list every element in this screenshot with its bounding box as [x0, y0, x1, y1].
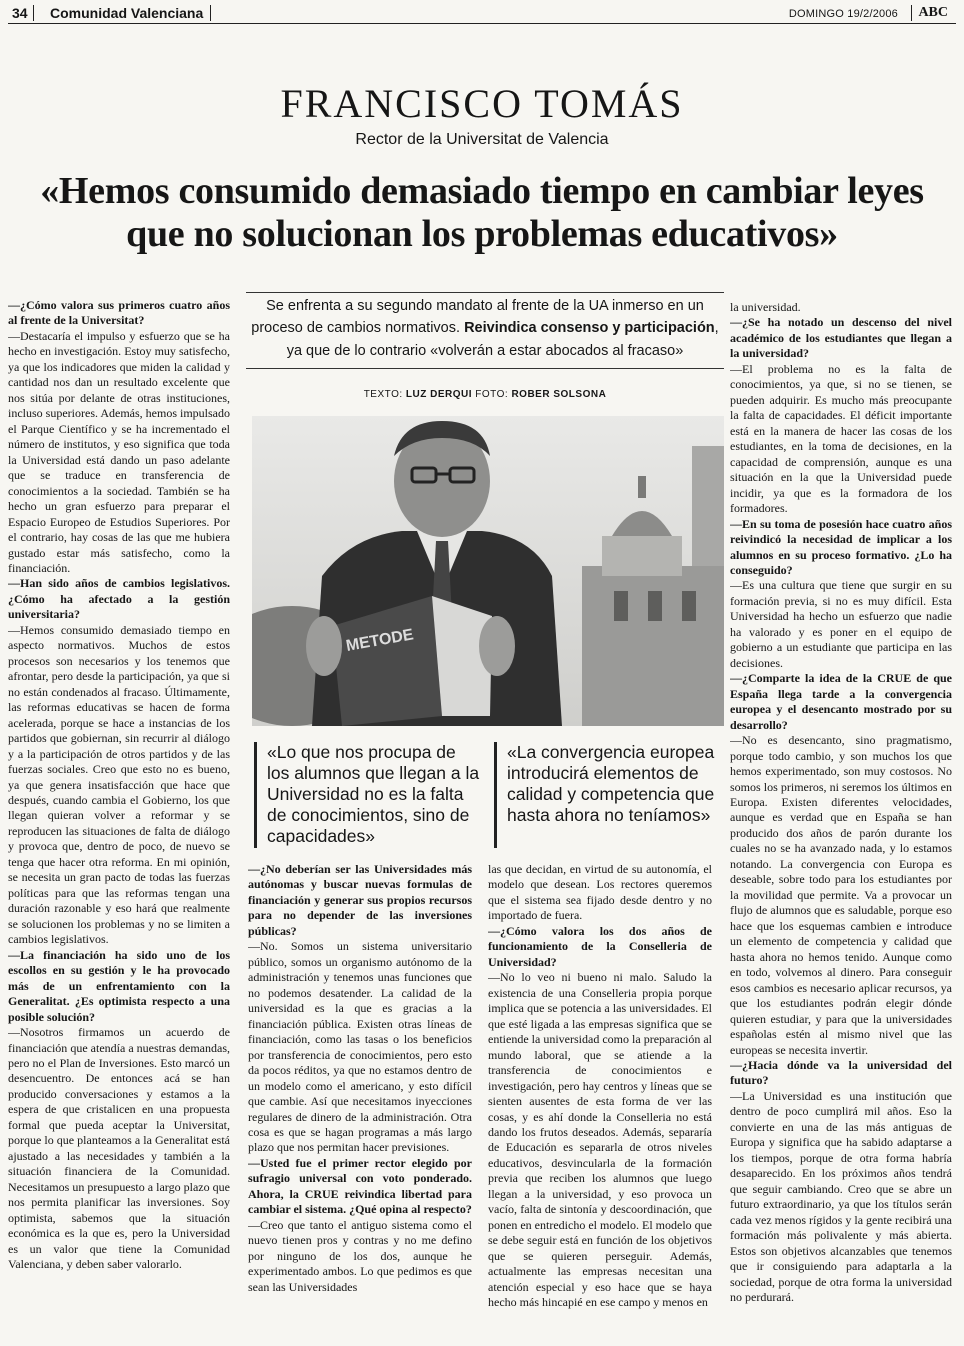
interview-answer: —Hemos consumido demasiado tiempo en aspecto normativos. Muchos de estos procesos son necesarios y los tenemos que afrontar, pero desde la participación, ya que si no están condenados al fracaso. Últimamente, las reformas educativas se hacen de forma acelerada, porque se hace a instancias de los partidos que gobiernan, sin recurrir al diálogo y a la participación de otros partidos y de las fuerzas sociales. Creo que esto no es bueno, ya que genera insatisfacción que hace que después, cuando cambia el Gobierno, los que llegan quieran volver a reformar y se reproducen las situaciones de falta de diálogo y provoca que, dentro de poco, de nuevo se tenga que hacer otra reforma. En mi opinión, se necesita un gran pacto de todas las fuerzas políticas para que las reformas tengan una duración razonable y eso hará que realmente se solucionen los problemas y no se limiten a cambios legislativos.	[8, 622, 230, 947]
interview-question: —¿No deberían ser las Universidades más autónomas y buscar nuevas formulas de financiación y generar sus propios recursos para no depender de las inversiones públicas?	[248, 862, 472, 938]
pull-quote-1: «Lo que nos procupa de los alumnos que llegan a la Universidad no es la falta de conocimientos, sino de capacidades»	[254, 742, 480, 848]
interview-question: —¿Se ha notado un descenso del nivel académico de los estudiantes que llegan a la universidad?	[730, 315, 952, 361]
text-column-2	[248, 862, 472, 1340]
interview-answer: —No. Somos un sistema universitario público, somos un organismo autónomo de la administración y tenemos unas funciones que no podemos desatender. La calidad de la universidad es la que es gracias a la financiación pública. Existen otras líneas de financiación, como las tasas o los beneficios por transferencia de conocimientos, pero esto da pocos réditos, ya que no estamos dentro de un modelo como el americano, y esto difícil que cambie. Así que necesitamos inyecciones regulares de dinero de la administración. Otra cosa es que se hagan programas a más largo plazo que nos permitan hacer previsiones.	[248, 939, 472, 1155]
interview-answer: —Destacaría el impulso y esfuerzo que se ha hecho en investigación. Estoy muy satisfecho, ya que los indicadores que miden la calidad y cantidad nos dan un resultado excelente que nos sitúa por delante de otras instituciones, incluso superiores. Además, hemos impulsado el Parque Científico y se ha incrementado el número de institutos, y eso significa que toda la Universidad está dando un paso adelante que se traduce en transferencia de conocimientos a la sociedad. También se ha hecho un gran esfuerzo para preparar el Espacio Europeo de Estudios Superiores. Por el contrario, hay cosas de las que me hubiera gustado estar más satisfecho, como la financiación.	[8, 328, 230, 575]
interview-answer: —Nosotros firmamos un acuerdo de financiación que atendía a nuestras demandas, pero no el Plan de Inversiones. Esto marcó un desencuentro. De entonces acá se han producido conversaciones y estamos a la espera de que cristalicen en una propuesta formal que pueda aceptar la Universitat, porque lo que planteamos a la Generalitat está ajustado a las necesidades y también a la situación financiera de la Comunidad. Necesitamos un presupuesto a largo plazo que nos permita planificar las inversiones. Soy optimista, sabemos que la situación económica es la que es, pero la Universidad es un valor que tiene la Comunidad Valenciana, y deben saber valorarlo.	[8, 1025, 230, 1272]
text-column-3	[488, 862, 712, 1340]
interview-question: —¿Comparte la idea de la CRUE de que España llega tarde a la convergencia europea y el desencanto mostrado por su desarrollo?	[730, 671, 952, 732]
portrait-photo	[252, 416, 724, 726]
page-header	[8, 4, 956, 24]
text-credit-label: TEXTO:	[363, 389, 403, 400]
interview-question: —En su toma de posesión hace cuatro años reivindicó la necesidad de implicar a los alumnos en su proceso formativo. ¿Lo ha conseguido?	[730, 516, 952, 577]
interview-question: —¿Hacia dónde va la universidad del futuro?	[730, 1057, 952, 1088]
interview-question: —Han sido años de cambios legislativos. ¿Cómo ha afectado a la gestión universitaria?	[8, 576, 230, 622]
interview-question: —La financiación ha sido uno de los escollos en su gestión y le ha provocado más de un enfrentamiento con la Generalitat. ¿Es optimista respecto a una posible solución?	[8, 947, 230, 1024]
text-credit-name: LUZ DERQUI	[405, 389, 473, 400]
interview-answer: —El problema no es la falta de conocimientos, ya que, si no se tienen, se pueden adquirir. Es mucho más preocupante la falta de capacidades. El déficit importante está en la manera de hacer las cosas de los estudiantes, en la toma de decisiones, en la capacidad de comprensión, aunque es una situación en la que la Universidad puede incidir, ya que es la formadora de los formadores.	[730, 361, 952, 516]
interview-question: —Usted fue el primer rector elegido por sufragio universal con voto ponderado. Ahora, la CRUE reivindica libertad para cambiar el sistema. ¿Qué opina al respecto?	[248, 1155, 472, 1217]
publication-logo: ABC	[911, 5, 948, 21]
portrait-illustration	[252, 416, 724, 726]
standfirst-text-end: , ya que de lo contrario «volverán a estar abocados al fracaso»	[286, 320, 719, 359]
interview-answer: las que decidan, en virtud de su autonomía, el modelo que desean. Los rectores queremos que el sistema sea fijado desde dentro y no importado de fuera.	[488, 862, 712, 923]
pull-quote-2: «La convergencia europea introducirá elementos de calidad y competencia que hasta ahora no teníamos»	[494, 742, 724, 848]
page-number: 34	[12, 5, 34, 21]
issue-date: DOMINGO 19/2/2006	[788, 8, 898, 20]
interview-question: —¿Cómo valora los dos años de funcionamiento de la Conselleria de Universidad?	[488, 923, 712, 969]
interviewee-role: Rector de la Universitat de Valencia	[355, 131, 609, 148]
interview-question: —¿Cómo valora sus primeros cuatro años al frente de la Universitat?	[8, 298, 230, 328]
photo-credit-name: ROBER SOLSONA	[511, 389, 607, 400]
photo-credit-label: FOTO:	[475, 389, 509, 400]
interview-answer: —No es desencanto, sino pragmatismo, porque todo cambio, y son muchos los que hemos experimentado, son muy costosos. No somos los primeros, ni seremos los últimos en Europa. Existen diferentes velocidades, aunque es verdad que en España se han producido dos años de parón durante los cuales no se ha avanzado nada, y lo estamos notando. La convergencia con Europa es deseable, sobre todo para los estudiantes por la movilidad que permite. Va a provocar un flujo de alumnos que es saludable, porque eso hace que los esquemas cambien e introduce un elemento de competencia y calidad que hasta ahora no hemos tenido. Aunque como en todo, volvemos al dinero. Para conseguir esos cambios es necesario aplicar recursos, ya que los estudiantes podrán elegir dónde quieren estudiar, y para que la universidades españolas estén al mismo nivel que las europeas se necesita invertir.	[730, 733, 952, 1057]
section-name: Comunidad Valenciana	[50, 5, 211, 21]
text-column-4	[730, 300, 952, 1340]
standfirst-highlight: Reivindica consenso y participación	[464, 320, 715, 337]
interviewee-name: FRANCISCO TOMÁS	[280, 81, 684, 126]
interview-answer: —Creo que tanto el antiguo sistema como el nuevo tienen pros y contras y no me defino por ninguno de los dos, aunque he experimentado ambos. Lo que pedimos es que sean las Universidades	[248, 1217, 472, 1294]
interview-answer: —La Universidad es una institución que dentro de poco cumplirá mil años. Eso la convierte en una de las más antiguas de Europa y significa que ha sabido adaptarse a los tiempos, porque de otra forma habría desaparecido. En los próximos años tendrá que seguir cambiando. Creo que se abre un futuro extraordinario, ya que los títulos serán cada vez menos rígidos y la gente recibirá una formación más polivalente y más abierta. Estos son objetivos alcanzables que tenemos que ir consiguiendo para adaptarla a la sociedad, porque de otra forma la universidad no perdurará.	[730, 1088, 952, 1304]
text-column-1	[8, 298, 230, 1340]
interview-answer: —No lo veo ni bueno ni malo. Saludo la existencia de una Conselleria propia porque implica que se potencia a las universidades. El que esté ligada a las empresas significa que se entiende la universidad como la preparación al mundo laboral, que se atiende a la transferencia de conocimientos e investigación, pero hay centros y líneas que se sienten ausentes de esta forma de ver las cosas, y es ahí donde la Conselleria no está dando los frutos deseados. Además, separaría de Educación es separarla de otros niveles educativos, desvincularla de la formación previa que reciben los alumnos que luego llegan a la universidad, y eso provoca un vacío, falta de sintonía y descoordinación, que ponen en entredicho el modelo. El modelo que se debe seguir está en función de los objetivos que se quieren perseguir. Además, actualmente las empresas necesitan una atención especial y eso hace que se haya hecho más hincapié en ese campo y menos en	[488, 970, 712, 1310]
book-cover-title: METODE	[344, 626, 415, 655]
standfirst-text: Se enfrenta a su segundo mandato al frente de la UA inmerso en un proceso de cambios normativos.	[251, 298, 704, 337]
interview-answer: la universidad.	[730, 300, 801, 314]
byline	[246, 389, 724, 400]
headline: «Hemos consumido demasiado tiempo en cambiar leyes que no solucionan los problemas educativos»	[40, 170, 924, 255]
standfirst	[246, 292, 724, 369]
interview-answer: —Es una cultura que tiene que surgir en su formación previa, si no es muy difícil. Esta Universidad ha hecho un esfuerzo que nadie ha valorado y es poner en el equipo de gobierno a un estudiante que participa en las decisiones.	[730, 578, 952, 670]
